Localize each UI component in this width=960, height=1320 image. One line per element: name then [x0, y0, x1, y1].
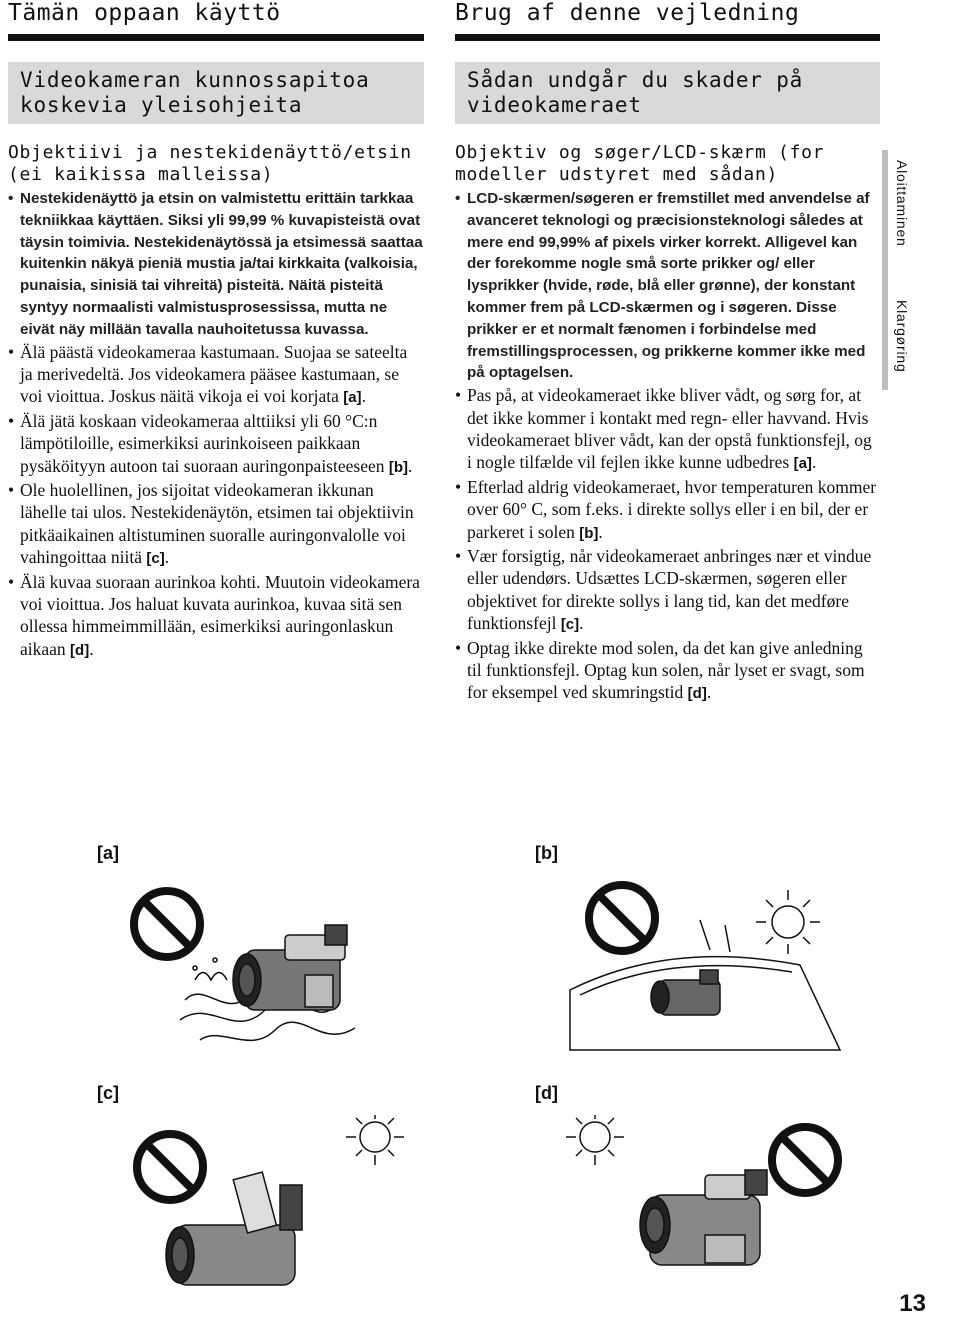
figure-b-illustration: [560, 880, 860, 1060]
section-title-line1: Videokameran kunnossapitoa: [20, 68, 370, 92]
no-symbol-icon: [772, 1127, 838, 1193]
list-item: [8, 188, 424, 341]
list-item-text: Nestekidenäyttö ja etsin on valmistettu erittäin tarkkaa tekniikkaa käyttäen. Siksi yli 99,99 % kuvapisteistä ovat täysin toimivia. Nestekidenäytössä ja etsimessä saattaa kuitenkin näkyä pieniä mustia ja/tai kirkkaita (valkoisia, punaisia, sinisiä tai vihreitä) pisteitä. Näitä pisteitä syntyy normaalisti valmistusprosessissa, mutta ne eivät näy millään tavalla nauhoitetussa kuvassa.: [20, 190, 423, 338]
figure-label-d: [d]: [535, 1083, 558, 1103]
section-title-box-da: [455, 62, 880, 124]
list-item-end: .: [89, 638, 94, 659]
subheading-da: [455, 142, 880, 186]
side-tab-bar: [882, 150, 888, 390]
list-item-end: .: [598, 521, 603, 542]
side-tab-label-da: Klargøring: [894, 300, 910, 373]
right-column: [455, 0, 880, 706]
page-header-da: Brug af denne vejledning: [455, 0, 800, 26]
list-item-end: .: [579, 613, 584, 634]
list-item-end: .: [706, 682, 712, 703]
figure-ref: [c]: [560, 616, 580, 634]
list-item: [8, 410, 424, 479]
bullet-list-fi: [8, 188, 424, 662]
list-item-text: LCD-skærmen/søgeren er fremstillet med anvendelse af avanceret teknologi og præcisionsteknologi således at mere end 99,99% af pixels virker korrekt. Alligevel kan der forekomme nogle små sorte prikker og/ eller lysprikker (hvide, røde, blå eller grønne), der konstant kommer frem på LCD-skærmen og i søgeren. Disse prikker er et normalt fænomen i forbindelse med fremstillingsprocessen, og prikkerne kommer ikke med på optagelsen.: [467, 190, 870, 382]
list-item-text: Pas på, at videokameraet ikke bliver vådt, og sørg for, at det ikke kommer i kontakt med regn- eller havvand. Hvis videokameraet bliver vådt, kan der opstå funktionsfejl, og i nogle tilfælde vil fejlen ikke kunne udbedres: [467, 385, 872, 473]
subheading-line1: Objektiivi ja nestekidenäyttö/etsin: [8, 142, 412, 163]
figure-label-a: [a]: [97, 843, 119, 863]
bullet-list-da: [455, 188, 880, 706]
side-tab-label-fi: Aloittaminen: [894, 160, 910, 247]
figure-a-illustration: [125, 880, 425, 1060]
section-side-tab: [882, 150, 918, 390]
sun-icon: [756, 890, 820, 954]
no-symbol-icon: [589, 885, 655, 951]
sun-icon: [346, 1115, 404, 1165]
list-item: [8, 479, 424, 571]
figure-ref: [c]: [146, 550, 165, 568]
figure-ref: [b]: [388, 458, 409, 476]
section-title-line2: videokameraet: [467, 93, 642, 117]
section-title-fi: [20, 68, 412, 118]
list-item: [455, 476, 880, 545]
list-item: [455, 188, 880, 384]
header-rule-fi: [8, 34, 424, 41]
camcorder-icon: [640, 1170, 767, 1265]
list-item-text: Optag ikke direkte mod solen, da det kan give anledning til funktionsfejl. Optag kun solen, når lyset er svagt, som for eksempel ved skumringstid: [467, 637, 865, 703]
list-item: [455, 637, 880, 706]
figure-label-c: [c]: [97, 1083, 119, 1103]
figure-d-illustration: [555, 1115, 865, 1305]
list-item: [8, 571, 424, 663]
list-item-text: Älä jätä koskaan videokameraa alttiiksi yli 60 °C:n lämpötiloille, esimerkiksi aurinkoiseen paikkaan pysäköityyn autoon tai suoraan auringonpaisteeseen: [20, 410, 389, 476]
figure-ref: [d]: [70, 641, 90, 659]
list-item-end: .: [408, 455, 413, 476]
list-item-end: .: [164, 547, 170, 568]
camcorder-icon: [233, 925, 347, 1010]
list-item-text: Älä kuvaa suoraan aurinkoa kohti. Muutoin videokamera voi vioittua. Jos haluat kuvata aurinkoa, kuvaa sitä sen ollessa himmeimmillään, esimerkiksi auringonlaskun aikaan: [20, 571, 420, 659]
figure-c-illustration: [120, 1115, 440, 1305]
list-item: [455, 384, 880, 476]
subheading-line2: modeller udstyret med sådan): [455, 164, 779, 185]
no-symbol-icon: [137, 1134, 203, 1200]
figure-label-b: [b]: [535, 843, 558, 863]
no-symbol-icon: [134, 891, 200, 957]
list-item-end: .: [811, 452, 817, 473]
page-number: 13: [899, 1290, 926, 1317]
list-item-text: Efterlad aldrig videokameraet, hvor temperaturen kommer over 60° C, som f.eks. i direkte sollys eller i en bil, der er parkeret i solen: [467, 476, 877, 542]
section-title-line1: Sådan undgår du skader på: [467, 68, 804, 92]
section-title-da: [467, 68, 868, 118]
figure-ref: [a]: [343, 389, 362, 407]
header-rule-da: [455, 34, 880, 41]
list-item-text: Ole huolellinen, jos sijoitat videokameran ikkunan lähelle tai ulos. Nestekidenäytön, etsimen tai objektiivin pitkäaikainen altistuminen suoralle auringonvalolle voi vahingoittaa niitä: [20, 480, 414, 568]
section-title-line2: koskevia yleisohjeita: [20, 93, 303, 117]
figure-ref: [a]: [793, 455, 812, 473]
list-item: [455, 545, 880, 637]
figure-ref: [b]: [579, 524, 599, 542]
page-header-fi: Tämän oppaan käyttö: [8, 0, 281, 26]
sun-icon: [566, 1115, 624, 1165]
list-item-text: Vær forsigtig, når videokameraet anbringes nær et vindue eller udendørs. Udsættes LCD-skærmen, søgeren eller objektivet for direkte sollys i lang tid, kan det medføre funktionsfejl: [467, 546, 872, 634]
section-title-box-fi: [8, 62, 424, 124]
list-item-text: Älä päästä videokameraa kastumaan. Suojaa se sateelta ja merivedeltä. Jos videokamera pääsee kastumaan, se voi vioittua. Joskus näitä vikoja ei voi korjata: [20, 341, 408, 407]
list-item: [8, 341, 424, 410]
list-item-end: .: [361, 386, 366, 407]
subheading-fi: [8, 142, 424, 186]
camcorder-icon: [651, 970, 720, 1015]
subheading-line2: (ei kaikissa malleissa): [8, 164, 274, 185]
subheading-line1: Objektiv og søger/LCD-skærm (for: [455, 142, 825, 163]
figure-ref: [d]: [687, 685, 707, 703]
left-column: [8, 0, 424, 662]
